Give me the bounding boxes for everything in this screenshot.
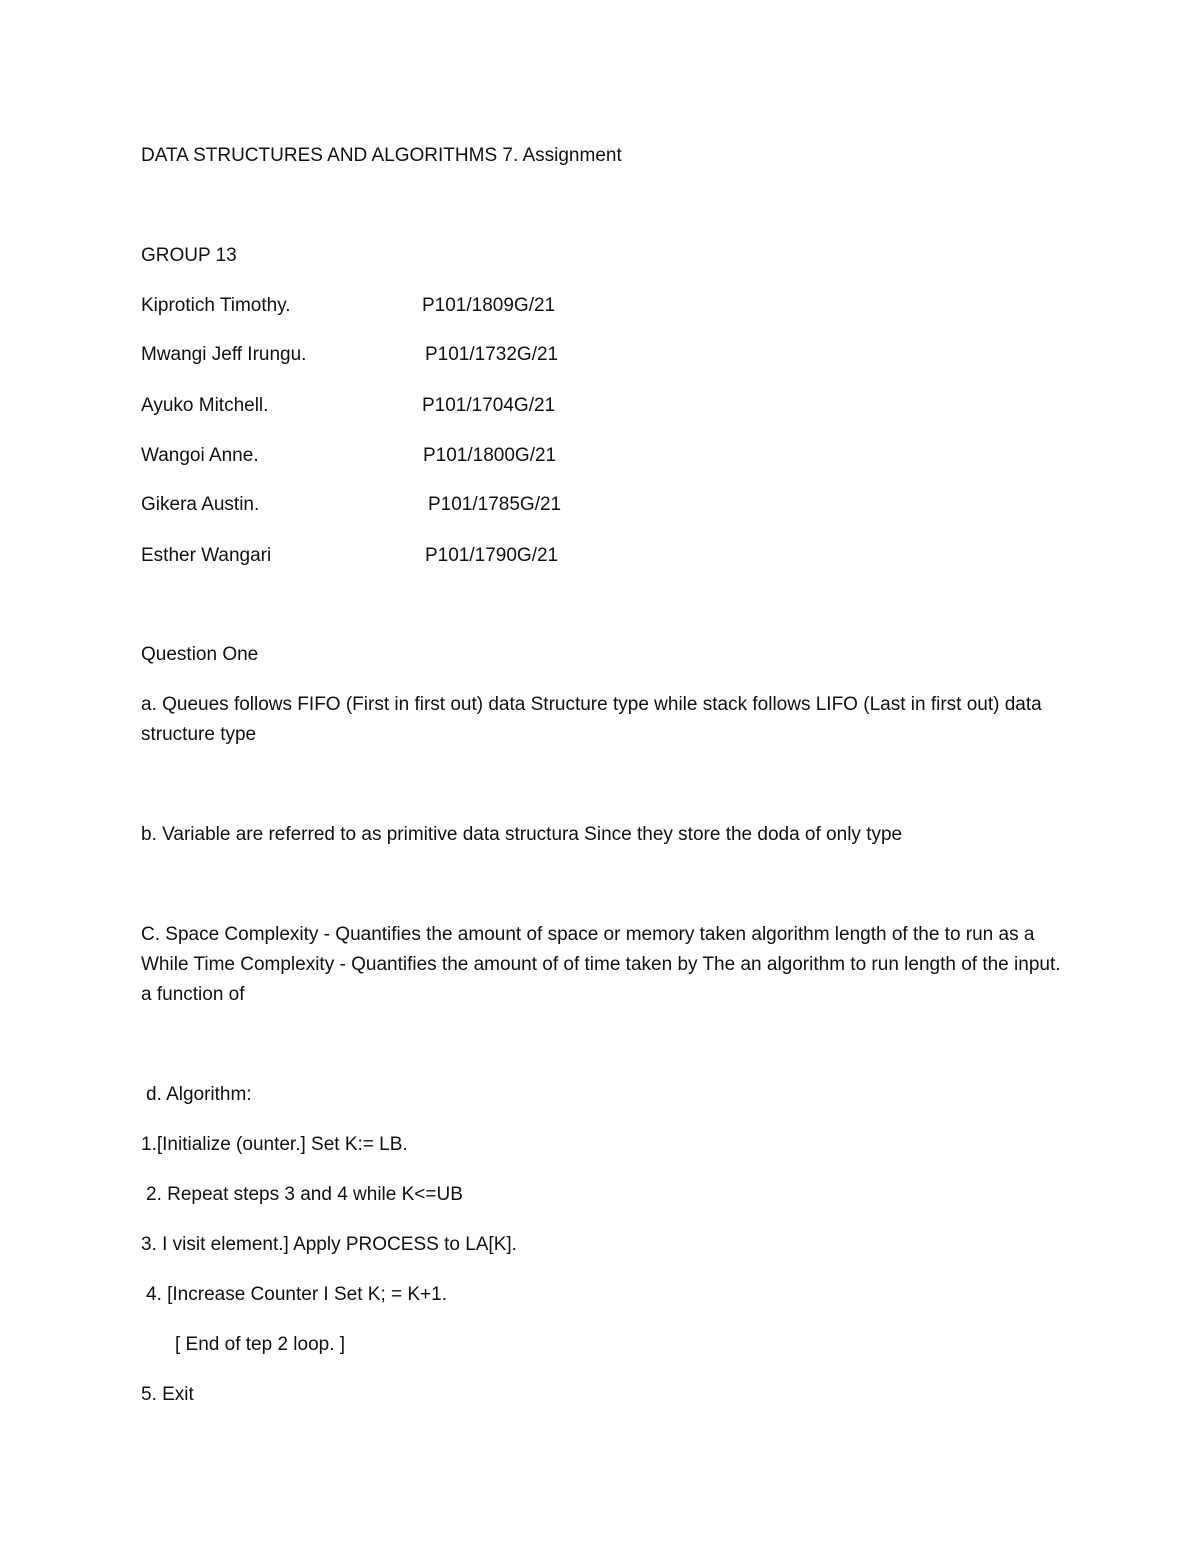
algorithm-step: 3. I visit element.] Apply PROCESS to LA[K]. [141, 1234, 517, 1255]
algorithm-step: [ End of tep 2 loop. ] [175, 1334, 346, 1355]
member-name: Mwangi Jeff Irungu. [141, 344, 307, 365]
algorithm-step: 5. Exit [141, 1384, 194, 1405]
member-id: P101/1809G/21 [422, 295, 556, 316]
answer-c: C. Space Complexity - Quantifies the amount of space or memory taken algorithm length of the to run as a While Time Complexity - Quantifies the amount of of time taken by The an algorithm to run length of the input. a function of [141, 924, 1061, 1005]
member-id: P101/1704G/21 [422, 395, 556, 416]
member-id: P101/1790G/21 [425, 545, 559, 566]
member-name: Esther Wangari [141, 545, 272, 566]
question-heading: Question One [141, 644, 259, 665]
algorithm-step: 2. Repeat steps 3 and 4 while K<=UB [146, 1184, 463, 1205]
document-title: DATA STRUCTURES AND ALGORITHMS 7. Assignment [141, 145, 622, 166]
algorithm-heading: d. Algorithm: [146, 1084, 252, 1105]
member-name: Ayuko Mitchell. [141, 395, 269, 416]
algorithm-step: 4. [Increase Counter I Set K; = K+1. [146, 1284, 448, 1305]
member-id: P101/1732G/21 [425, 344, 559, 365]
member-name: Kiprotich Timothy. [141, 295, 291, 316]
member-name: Gikera Austin. [141, 494, 260, 515]
group-label: GROUP 13 [141, 245, 237, 266]
answer-a: a. Queues follows FIFO (First in first out) data Structure type while stack follows LIFO (Last in first out) data structure type [141, 694, 1042, 745]
answer-b: b. Variable are referred to as primitive data structura Since they store the doda of only type [141, 824, 903, 845]
member-id: P101/1800G/21 [423, 445, 557, 466]
member-id: P101/1785G/21 [428, 494, 562, 515]
algorithm-step: 1.[Initialize (ounter.] Set K:= LB. [141, 1134, 408, 1155]
member-name: Wangoi Anne. [141, 445, 259, 466]
